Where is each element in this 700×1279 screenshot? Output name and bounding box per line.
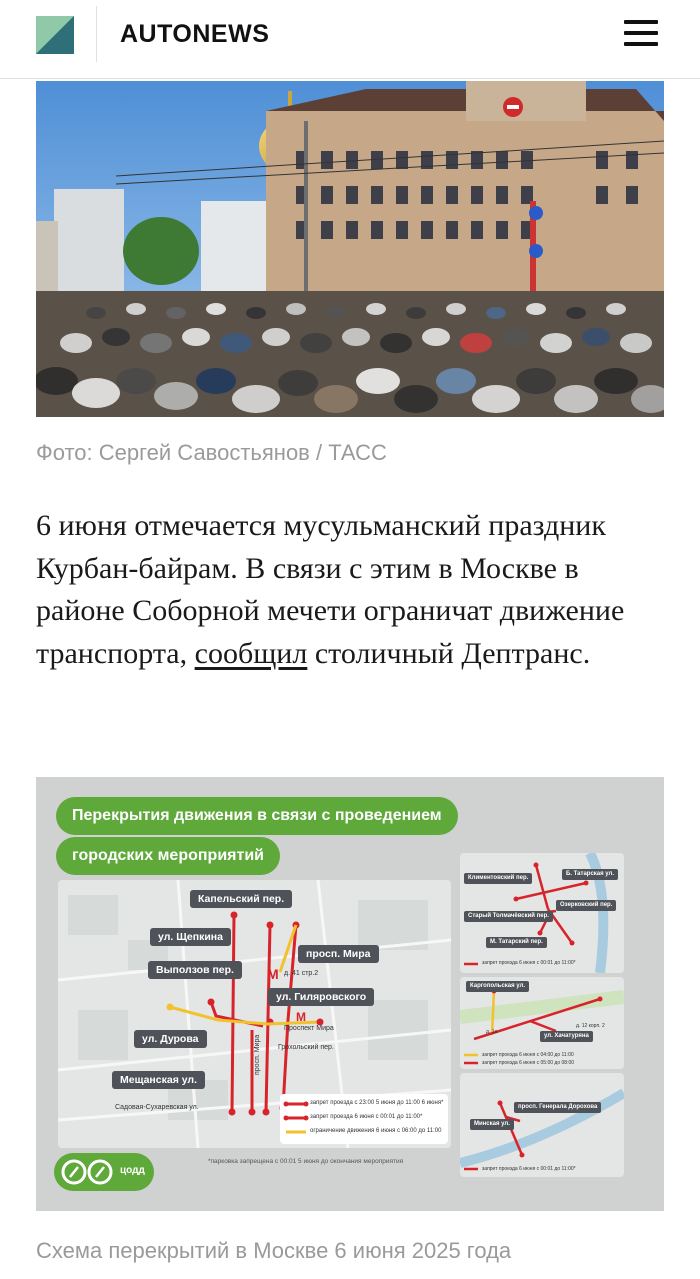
metro-station-icon: M [267,966,279,982]
article-lead [36,505,666,675]
label-metro-prospekt-mira: Проспект Мира [284,1025,334,1032]
inset2-legend-1: запрет проезда 6 июня с 04:00 до 11:00 [482,1052,574,1058]
label-building: д. 41 стр.2 [284,970,319,977]
inset3-label-1: просп. Генерала Дорохова [514,1102,601,1113]
photo-caption: Фото: Сергей Савостьянов / ТАСС [36,440,387,465]
label-sadovaya: Садовая-Сухаревская ул. [115,1104,199,1111]
article-photo [36,81,664,417]
label-prosp-mira-vertical: просп. Мира [254,1034,261,1075]
map-title-line-2: городских мероприятий [56,837,280,875]
legend-row-2: запрет проезда 6 июня с 00:01 до 11:00* [310,1114,423,1120]
traffic-closure-map [36,777,664,1211]
label-gilyarovskogo: ул. Гиляровского [268,988,374,1006]
inset2-label-4: д. 1а [486,1029,498,1035]
label-prospekt-mira: просп. Мира [298,945,379,963]
lead-text-end: столичный Дептранс. [307,636,591,670]
codd-logo-text: цодд [120,1165,145,1176]
main-map-panel [58,880,451,1148]
label-grokholsky: Грохольский пер. [278,1044,334,1051]
codd-logo-icon [60,1157,116,1187]
inset1-label-1: Климентовский пер. [464,873,532,884]
main-map-legend [280,1094,448,1144]
hamburger-menu-icon[interactable] [624,20,658,50]
inset1-legend: запрет проезда 6 июня с 00:01 до 11:00* [482,960,576,966]
label-durova: ул. Дурова [134,1030,207,1048]
source-link[interactable]: сообщил [194,636,308,670]
inset3-label-2: Минская ул. [470,1119,514,1130]
metro-station-icon-2: M [296,1010,306,1024]
brand-name[interactable]: AUTONEWS [120,20,270,48]
label-kapelsky: Капельский пер. [190,890,292,908]
inset-map-2 [460,977,624,1069]
label-vypolzov: Выползов пер. [148,961,242,979]
map-footnote: *парковка запрещена с 00:01 5 июня до окончания мероприятия [208,1158,404,1165]
inset1-label-5: М. Татарский пер. [486,937,547,948]
map-title-line-1: Перекрытия движения в связи с проведением [56,797,458,835]
legend-row-1: запрет проезда с 23:00 5 июня до 11:00 6 июня* [310,1100,444,1106]
autonews-logo-icon[interactable] [36,16,74,54]
inset2-label-1: Каргопольская ул. [466,981,529,992]
header-divider [96,6,97,62]
inset1-label-2: Б. Татарская ул. [562,869,618,880]
inset2-legend-2: запрет проезда 6 июня с 05:00 до 08:00 [482,1060,575,1066]
label-schepkina: ул. Щепкина [150,928,231,946]
inset2-label-3: д. 12 корп. 2 [576,1023,605,1029]
inset1-label-3: Озерковский пер. [556,900,616,911]
site-header [0,0,700,79]
legend-row-3: ограничение движения 6 июня с 06:00 до 11:00 [310,1128,442,1134]
inset-map-1 [460,853,624,973]
label-meshchanskaya: Мещанская ул. [112,1071,205,1089]
codd-logo [54,1153,154,1191]
inset1-label-4: Старый Толмачёвский пер. [464,911,553,922]
inset2-label-2: ул. Хачатуряна [540,1031,593,1042]
lead-text-start: 6 июня отмечается мусульманский праздник Курбан-байрам. В связи с этим в Москве в районе Соборной мечети ограничат движение транспорта, [36,509,625,670]
map-caption: Схема перекрытий в Москве 6 июня 2025 года [36,1238,512,1263]
inset3-legend: запрет проезда 6 июня с 00:01 до 11:00* [482,1166,576,1172]
inset-map-3 [460,1073,624,1177]
